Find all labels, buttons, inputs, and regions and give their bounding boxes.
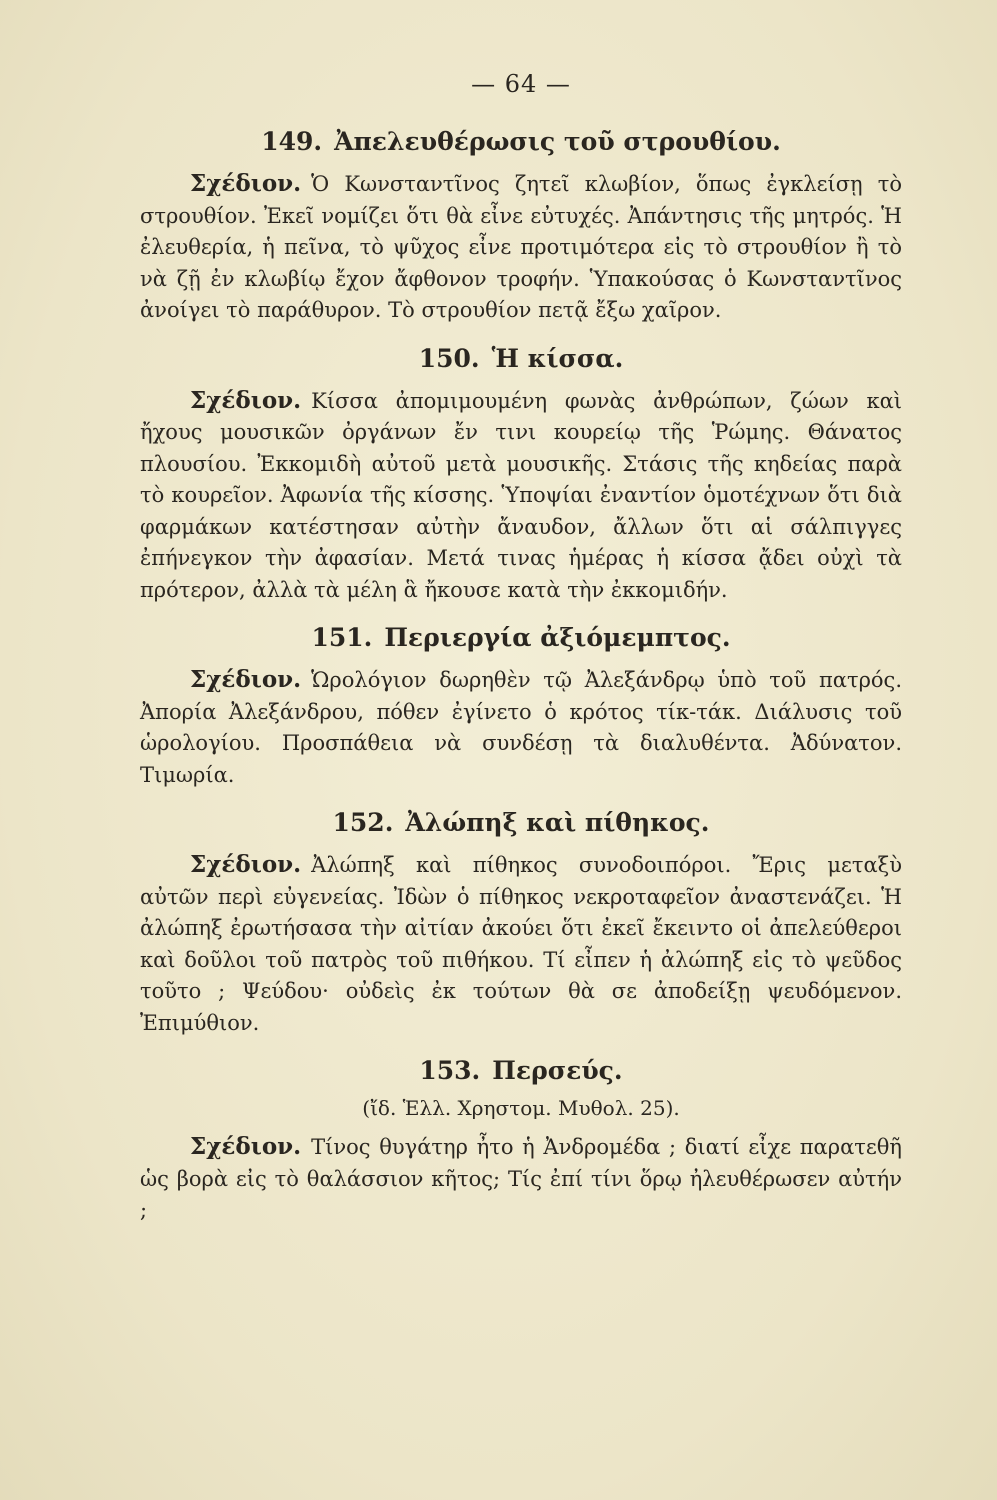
section-text: Ἀλώπηξ καὶ πίθηκος συνοδοιπόροι. Ἔρις μεταξὺ αὐτῶν περὶ εὐγενείας. Ἰδὼν ὁ πίθηκος νεκροταφεῖον ἀναστενάζει. Ἡ ἀλώπηξ ἐρωτήσασα τὴν αἰτίαν ἀκούει ὅτι ἐκεῖ ἔκειντο οἱ ἀπελεύθεροι καὶ δοῦλοι τοῦ πατρὸς τοῦ πιθήκου. Τί εἶπεν ἡ ἀλώπηξ εἰς τὸ ψεῦδος τοῦτο ; Ψεύδου· οὐδεὶς ἐκ τούτων θὰ σε ἀποδείξῃ ψευδόμενον. Ἐπιμύθιον.: [140, 853, 902, 1035]
section-body: [140, 168, 902, 327]
section-152: [140, 805, 902, 1039]
section-title-text: Ἀλώπηξ καὶ πίθηκος.: [405, 808, 710, 837]
section-title-text: Ἡ κίσσα.: [491, 343, 624, 373]
section-title-text: Ἀπελευθέρωσις τοῦ στρουθίου.: [334, 127, 781, 156]
plan-label: Σχέδιον.: [190, 851, 302, 878]
section-title-text: Περσεύς.: [492, 1056, 623, 1085]
section-150: [140, 341, 902, 607]
section-text: Τίνος θυγάτηρ ἦτο ἡ Ἀνδρομέδα ; διατί εἶχε παρατεθῆ ὡς βορὰ εἰς τὸ θαλάσσιον κῆτος; Τίς ἐπί τίνι ὅρῳ ἠλευθέρωσεν αὐτήν ;: [140, 1135, 902, 1222]
page-number: — 64 —: [471, 70, 571, 98]
section-title: [140, 124, 902, 160]
section-number: 150.: [418, 343, 480, 373]
section-text: Κίσσα ἀπομιμουμένη φωνὰς ἀνθρώπων, ζώων καὶ ἤχους μουσικῶν ὀργάνων ἔν τινι κουρείῳ τῆς Ῥώμης. Θάνατος πλουσίου. Ἐκκομιδὴ αὐτοῦ μετὰ μουσικῆς. Στάσις τῆς κηδείας παρὰ τὸ κουρεῖον. Ἀφωνία τῆς κίσσης. Ὑποψίαι ἐναντίον ὁμοτέχνων ὅτι διὰ φαρμάκων κατέστησαν αὐτὴν ἄναυδον, ἄλλων ὅτι αἱ σάλπιγγες ἐπήνεγκον τὴν ἀφασίαν. Μετά τινας ἡμέρας ἡ κίσσα ᾄδει οὐχὶ τὰ πρότερον, ἀλλὰ τὰ μέλη ἃ ἤκουσε κατὰ τὴν ἐκκομιδήν.: [140, 388, 902, 602]
plan-label: Σχέδιον.: [190, 666, 302, 693]
section-149: [140, 124, 902, 327]
section-title: [140, 341, 902, 377]
section-text: Ὡρολόγιον δωρηθὲν τῷ Ἀλεξάνδρῳ ὑπὸ τοῦ πατρός. Ἀπορία Ἀλεξάνδρου, πόθεν ἐγίνετο ὁ κρότος τίκ-τάκ. Διάλυσις τοῦ ὡρολογίου. Προσπάθεια νὰ συνδέσῃ τὰ διαλυθέντα. Ἀδύνατον. Τιμωρία.: [140, 668, 902, 787]
section-body: [140, 385, 902, 607]
section-body: [140, 849, 902, 1039]
section-body: [140, 1131, 902, 1227]
section-text: Ὁ Κωνσταντῖνος ζητεῖ κλωβίον, ὅπως ἐγκλείσῃ τὸ στρουθίον. Ἐκεῖ νομίζει ὅτι θὰ εἶνε εὐτυχές. Ἀπάντησις τῆς μητρός. Ἡ ἐλευθερία, ἡ πεῖνα, τὸ ψῦχος εἶνε προτιμότερα εἰς τὸ στρουθίον ἢ τὸ νὰ ζῇ ἐν κλωβίῳ ἔχον ἄφθονον τροφήν. Ὑπακούσας ὁ Κωνσταντῖνος ἀνοίγει τὸ παράθυρον. Τὸ στρουθίον πετᾷ ἔξω χαῖρον.: [140, 172, 902, 322]
section-title: [140, 620, 902, 656]
plan-label: Σχέδιον.: [190, 386, 302, 414]
section-body: [140, 664, 902, 791]
section-reference: (ἴδ. Ἑλλ. Χρηστομ. Μυθολ. 25).: [362, 1096, 680, 1120]
section-number: 149.: [261, 127, 323, 156]
section-number: 152.: [332, 808, 394, 837]
section-151: [140, 620, 902, 791]
section-title-text: Περιεργία ἀξιόμεμπτος.: [384, 623, 731, 652]
plan-label: Σχέδιον.: [190, 170, 302, 197]
section-number: 153.: [419, 1056, 481, 1085]
plan-label: Σχέδιον.: [190, 1133, 302, 1160]
section-title: [140, 805, 902, 841]
section-number: 151.: [311, 623, 373, 652]
section-title: [140, 1053, 902, 1089]
section-153: [140, 1053, 902, 1227]
